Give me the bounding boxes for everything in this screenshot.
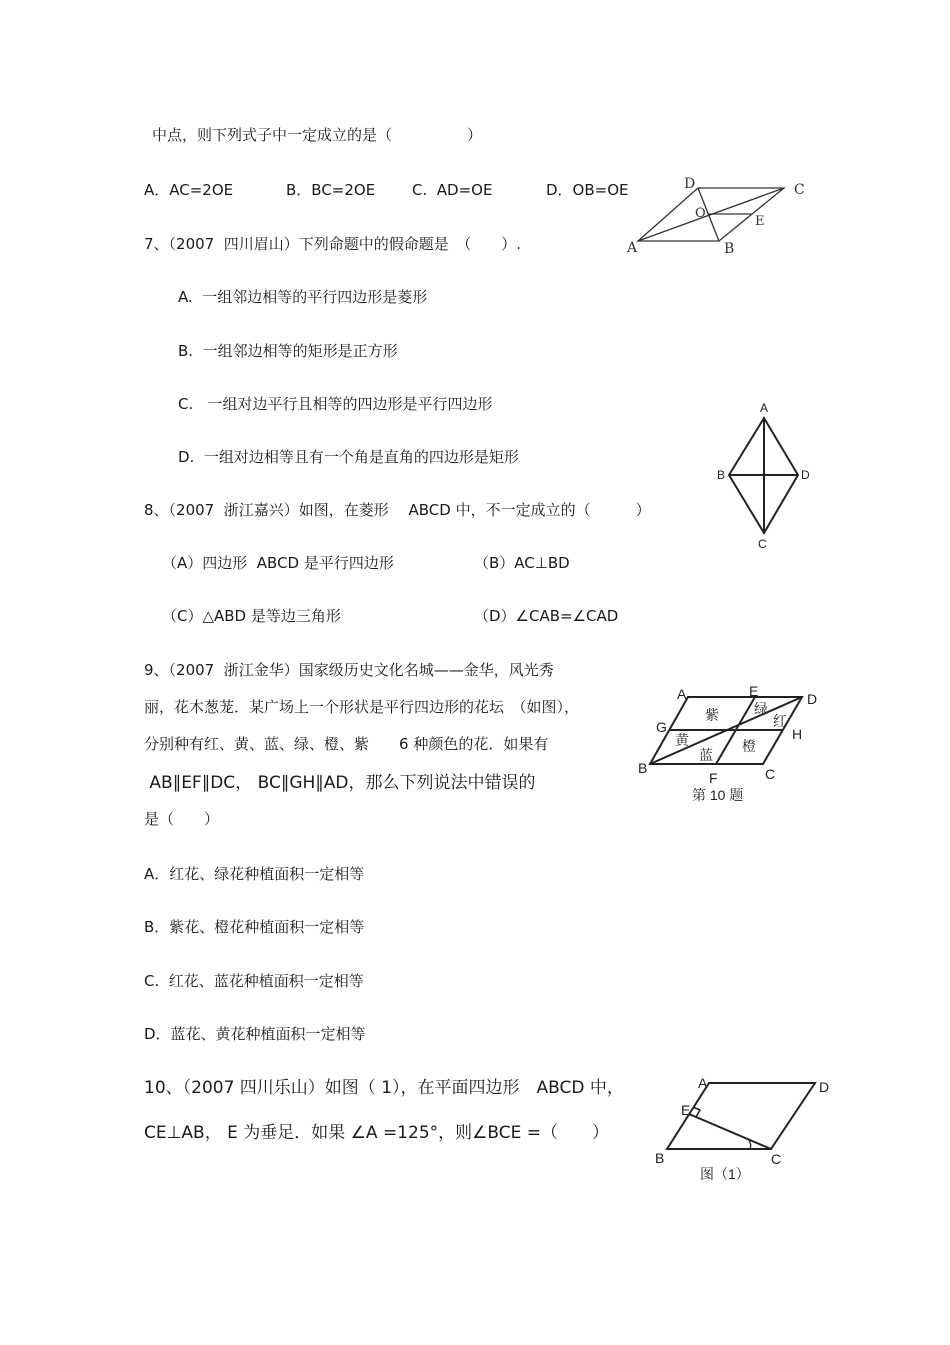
q7-stem: 7、（2007 四川眉山）下列命题中的假命题是 （ ）.: [144, 235, 522, 253]
q9-option-d: D．蓝花、黄花种植面积一定相等: [144, 1025, 366, 1043]
q9-line-1: 9、（2007 浙江金华）国家级历史文化名城——金华，风光秀: [144, 661, 554, 679]
label-b: B: [724, 241, 735, 257]
label-e: E: [749, 683, 759, 699]
label-h: H: [792, 726, 803, 742]
q8-option-d: （D）∠CAB=∠CAD: [474, 607, 619, 625]
region-blue: 蓝: [699, 747, 713, 763]
q6-line: 中点，则下列式子中一定成立的是（ ）: [152, 126, 483, 144]
segment-ce: [689, 1114, 771, 1149]
label-c: C: [771, 1151, 782, 1167]
q6-option-a: A．AC=2OE: [144, 181, 234, 199]
q9-option-a: A．红花、绿花种植面积一定相等: [144, 865, 365, 883]
label-a: A: [627, 240, 638, 256]
figure-caption: 图（1）: [700, 1166, 750, 1182]
q10-figure-quadrilateral: [645, 1070, 835, 1185]
label-c: C: [758, 537, 767, 551]
q8-stem: 8、（2007 浙江嘉兴）如图，在菱形 ABCD 中，不一定成立的（ ）: [144, 501, 651, 519]
label-b: B: [717, 468, 726, 482]
q10-line-2: CE⊥AB， E 为垂足．如果 ∠A =125°，则∠BCE =（ ）: [144, 1123, 609, 1143]
q8-option-c: （C）△ABD 是等边三角形: [162, 607, 341, 625]
q7-option-a: A. 一组邻边相等的平行四边形是菱形: [178, 288, 428, 306]
label-c: C: [765, 766, 776, 782]
q9-line-2: 丽，花木葱茏．某广场上一个形状是平行四边形的花坛 （如图），: [144, 698, 580, 716]
label-a: A: [760, 401, 769, 415]
label-b: B: [655, 1150, 665, 1166]
q8-figure-rhombus: [710, 398, 820, 553]
q6-option-d: D．OB=OE: [546, 181, 629, 199]
label-o: O: [695, 206, 706, 221]
region-green: 绿: [754, 701, 768, 717]
label-d: D: [807, 691, 818, 707]
label-a: A: [677, 686, 687, 702]
region-purple: 紫: [705, 707, 719, 723]
q6-figure-parallelogram: [620, 170, 820, 260]
region-red: 红: [773, 713, 787, 729]
q10-line-1: 10、（2007 四川乐山）如图（ 1），在平面四边形 ABCD 中，: [144, 1078, 624, 1098]
q9-figure-flowerbed: [630, 680, 830, 810]
q9-line-5: 是（ ）: [144, 810, 220, 828]
label-c: C: [794, 182, 805, 198]
figure-caption: 第 10 题: [692, 787, 744, 803]
q8-option-a: （A）四边形 ABCD 是平行四边形: [162, 554, 394, 572]
region-yellow: 黄: [675, 732, 689, 748]
q9-option-b: B．紫花、橙花种植面积一定相等: [144, 918, 365, 936]
q7-option-b: B. 一组邻边相等的矩形是正方形: [178, 342, 398, 360]
label-d: D: [684, 176, 696, 192]
q7-option-d: D. 一组对边相等且有一个角是直角的四边形是矩形: [178, 448, 519, 466]
q9-option-c: C. 红花、蓝花种植面积一定相等: [144, 972, 364, 990]
label-b: B: [638, 760, 648, 776]
label-a: A: [698, 1075, 708, 1091]
label-e: E: [755, 214, 765, 229]
label-f: F: [709, 770, 718, 786]
q9-line-4: AB∥EF∥DC， BC∥GH∥AD，那么下列说法中错误的: [144, 773, 536, 793]
label-d: D: [801, 468, 810, 482]
label-g: G: [656, 719, 667, 735]
q6-option-c: C. AD=OE: [412, 181, 493, 199]
label-d: D: [819, 1079, 830, 1095]
region-orange: 橙: [742, 738, 756, 754]
label-e: E: [681, 1102, 691, 1118]
q8-option-b: （B）AC⊥BD: [474, 554, 570, 572]
q9-line-3: 分别种有红、黄、蓝、绿、橙、紫 6 种颜色的花．如果有: [144, 735, 549, 753]
q6-option-b: B．BC=2OE: [286, 181, 376, 199]
q7-option-c: C. 一组对边平行且相等的四边形是平行四边形: [178, 395, 493, 413]
